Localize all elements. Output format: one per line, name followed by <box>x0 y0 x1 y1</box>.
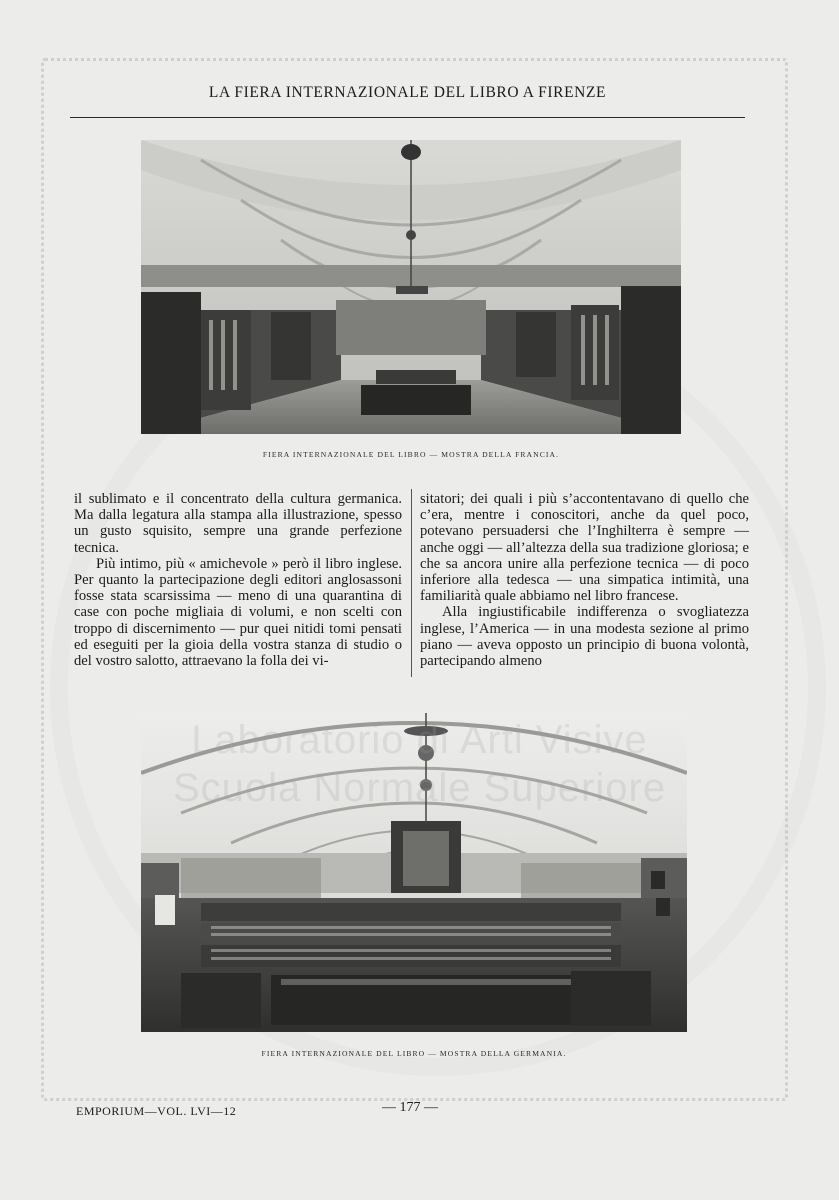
header-rule <box>70 117 745 118</box>
paragraph: sitatori; dei quali i più s’accontentavano di quello che c’era, mentre i conoscitori, anche da quel poco, potevano persuadersi che l’Inghilterra è sempre — anche oggi — all’altezza della sua tradizione gloriosa; e che sa ancora unire alla perfezione tecnica — di poco inferiore alla tedesca — una simpatica intimità, una familiarità quale abbiamo nel libro francese. <box>420 491 749 605</box>
watermark-line: Laboratorio di Arti Visive <box>191 718 648 762</box>
page-number: — 177 — <box>382 1100 438 1115</box>
footer-volume: EMPORIUM—VOL. LVI—12 <box>76 1104 237 1118</box>
paragraph: Alla ingiustificabile indifferenza o svogliatezza inglese, l’America — in una modesta sezione al primo piano — aveva opposto un principio di buona volontà, partecipando almeno <box>420 604 749 670</box>
watermark-line: Scuola Normale Superiore <box>172 766 667 810</box>
photo-mostra-francia <box>141 140 681 434</box>
photo-mostra-germania-illustration <box>141 713 687 1032</box>
text-column-left <box>74 491 402 669</box>
figure-caption-germania: FIERA INTERNAZIONALE DEL LIBRO — MOSTRA DELLA GERMANIA. <box>261 1049 567 1058</box>
photo-mostra-francia-illustration <box>141 140 681 434</box>
column-divider <box>411 489 412 677</box>
paragraph: Più intimo, più « amichevole » però il libro inglese. Per quanto la partecipazione degli editori anglosassoni fosse stata scarsissima — meno di una quarantina di case con poche migliaia di volumi, e non scelti con troppo di discernimento — pur quei nitidi tomi pensati ed eseguiti per la gioia della vostra stanza di studio o del vostro salotto, attraevano la folla dei vi- <box>74 555 402 670</box>
photo-mostra-germania <box>141 713 687 1032</box>
figure-caption-france: FIERA INTERNAZIONALE DEL LIBRO — MOSTRA DELLA FRANCIA. <box>262 450 560 459</box>
page-title: LA FIERA INTERNAZIONALE DEL LIBRO A FIRENZE <box>208 84 607 101</box>
text-column-right <box>420 491 749 669</box>
paragraph: il sublimato e il concentrato della cultura germanica. Ma dalla legatura alla stampa alla illustrazione, spesso un gusto squisito, sempre una grande perfezione tecnica. <box>74 491 402 556</box>
